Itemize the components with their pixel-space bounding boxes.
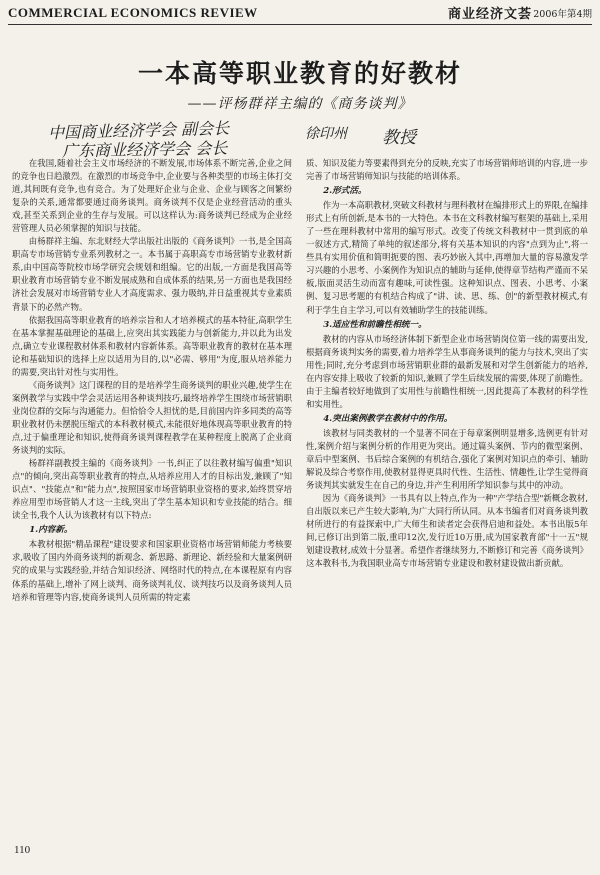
section-heading: 4.突出案例教学在教材中的作用。 (323, 413, 453, 424)
paragraph: 《商务谈判》这门课程的目的是培养学生商务谈判的职业兴趣,使学生在案例教学与实践中学会灵活运用各种谈判技巧,最终培养学生围绕市场营销职业岗位群的交际与沟通能力。但恰恰令人担忧的是,目前国内许多同类的高等职业教材仍未摆脱压缩式的本科教材模式,未能很好地体现高等职业教育的特点,过于偏重理论和知识,使得商务谈判课程教学在某种程度上脱离了企业商务谈判的实际。 (12, 379, 292, 456)
paragraph: 由杨群祥主编、东北财经大学出版社出版的《商务谈判》一书,是全国高职高专市场营销专业系列教材之一。本书属于高职高专市场营销专业教材新系,由中国高等院校市场学研究会规划和组编。它的出版,一方面是我国高等职业教育市场营销专业不断发展成熟和自成体系的结果,另一方面也是我国经济社会发展对市场营销专业人才高度需求、强力吸纳,并日益重视其专业素质背景下的必然产物。 (12, 236, 292, 312)
paragraph: 本教材根据"精品课程"建设要求和国家职业资格市场营销师能力考核要求,吸收了国内外商务谈判的新观念、新思路、新理论、新经验和大量案例研究的成果与实践经验,并结合知识经济、网络时代的特点,在本课程原有内容体系的基础上,增补了网上谈判、商务谈判礼仪、谈判技巧以及商务谈判人员培养和管理等内容,使商务谈判人员所需的特定素 (12, 539, 292, 602)
paragraph: 教材的内容从市场经济体制下新型企业市场营销岗位第一线的需要出发,根据商务谈判实务的需要,着力培养学生从事商务谈判的能力与技术,突出了实用性;同时,充分考虑到市场营销职业群的最新发展和对学生创新能力的培养,在内容安排上吸收了较新的知识,兼顾了学生后续发展的需要,体现了前瞻性。由于主编者较好地做到了实用性与前瞻性相统一,因此提高了本教材的科学性和实用性。 (306, 333, 588, 409)
paragraph: 依据我国高等职业教育的培养宗旨和人才培养模式的基本特征,高职学生在基本掌握基础理论的基础上,应突出其实践能力与创新能力,并以此为出发点,确立专业课程教材体系和教材内容新体系。高等职业教育的教材在基本理论和基础知识的选择上应以适用为目的,以"必需、够用"为度,服从培养能力的需要,突出针对性与实用性。 (12, 314, 292, 377)
handwritten-title: 教授 (382, 128, 416, 148)
paragraph: 质、知识及能力等要素得到充分的反映,充实了市场营销师培训的内容,进一步完善了市场营销师知识与技能的培训体系。 (306, 158, 588, 182)
paragraph: 该教材与同类教材的一个显著不同在于每章案例明显增多,选例更有针对性,案例介绍与案例分析的作用更为突出。通过篇头案例、节内的微型案例、章后中型案例、书后综合案例的有机结合,强化了案例对知识点的牵引、辅助解说及综合考察作用,使教材显得更具时代性、生活性、情趣性,让学生觉得商务谈判其实就发生在自己的身边,并产生利用所学知识参与其中的冲动。 (306, 427, 588, 491)
issue-number: 2006年第4期 (533, 9, 592, 20)
section-heading: 2.形式活。 (323, 186, 367, 197)
page-number: 110 (14, 844, 31, 856)
paragraph: 在我国,随着社会主义市场经济的不断发展,市场体系不断完善,企业之间的竞争也日趋激烈。在激烈的市场竞争中,企业要与各种类型的市场主体打交道,其间既有竞争,也有竞合。为了处理好企业与企业、企业与顾客之间繁纷复杂的关系,通常都要通过商务谈判。商务谈判不仅是企业经营活动的重头戏,甚至关系到企业的生存与发展。可以这样认为:商务谈判已经成为企业经营管理人员必须掌握的知识与技能。 (12, 158, 292, 234)
paragraph: 因为《商务谈判》一书具有以上特点,作为一种"产学结合型"新概念教材,自出版以来已产生较大影响,为广大同行所认同。从本书编者们对商务谈判教材所进行的有益探索中,广大师生和读者定会获得启迪和益处。本书出版5年间,已修订出到第二版,重印12次,发行近10万册,成为国家教育部"十一五"规划建设教材,成效十分显著。希望作者继续努力,不断修订和完善《商务谈判》这本教科书,为我国职业高专市场营销专业建设和教材建设做出新贡献。 (306, 493, 588, 569)
handwritten-affiliation-2: 广东商业经济学会 会长 (61, 138, 228, 161)
paragraph: 杨群祥副教授主编的《商务谈判》一书,纠正了以往教材编写偏重"知识点"的倾向,突出高等职业教育的特点,从培养应用人才的目标出发,兼顾了"知识点"、"技能点"和"能力点",按照国家市场营销职业资格的要求,始终贯穿培养应用型市场营销人才这一主线,突出了学生基本知识和专业技能的结合。细读全书,我个人认为该教材有以下特点: (12, 458, 292, 521)
right-column (306, 157, 588, 570)
article-title: 一本高等职业教育的好教材 (137, 59, 462, 88)
running-header (8, 2, 592, 25)
author-name: 徐印州 (305, 126, 347, 142)
section-heading: 1.内容新。 (29, 525, 73, 536)
article-subtitle: ——评杨群祥主编的《商务谈判》 (187, 96, 413, 112)
journal-name-cn: 商业经济文荟 (447, 7, 532, 22)
section-heading: 3.适应性和前瞻性相统一。 (323, 319, 427, 330)
handwritten-affiliation-1: 中国商业经济学会 副会长 (47, 118, 230, 143)
journal-name: COMMERCIAL ECONOMICS REVIEW (8, 5, 258, 20)
left-column (12, 157, 292, 604)
paragraph: 作为一本高职教材,突破文科教材与理科教材在编排形式上的界限,在编排形式上有所创新,是本书的一大特色。本书在文科教材编写框架的基础上,采用了一些在理科教材中常用的编写形式。改变了传统文科教材中一贯到底的单一叙述方式,精简了单纯的叙述部分,将有关基本知识的内容"点到为止",将一些具有实用价值和简明扼要的图、表巧妙嵌入其中,再增加大量的容易激发学习兴趣的小思考、小案例作为知识点的辅助与延伸,使得章节结构严谨而不呆板,版面灵活生动而富有趣味,可读性强。这种知识点、图表、小思考、小案例、复习思考题的有机结合构成了"讲、读、思、练、创"的新型教材模式,有利于学生自主学习,可以有效辅助学生的技能训练。 (306, 200, 588, 315)
